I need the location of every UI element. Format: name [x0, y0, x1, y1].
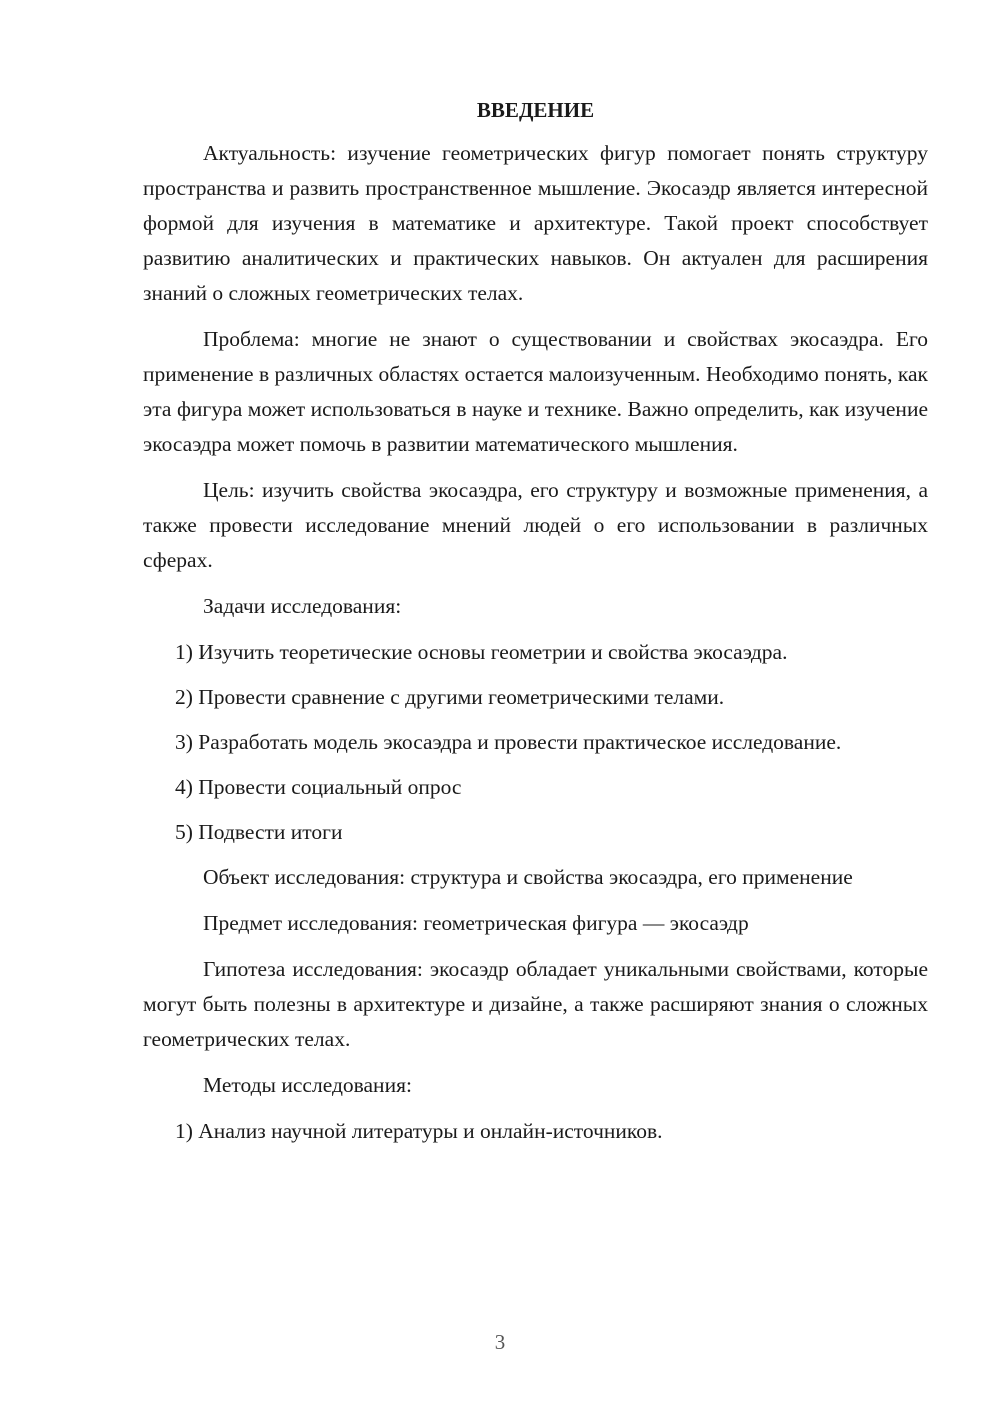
hypothesis-paragraph: Гипотеза исследования: экосаэдр обладает уникальными свойствами, которые могут быть полезны в архитектуре и дизайне, а также расширяют знания о сложных геометрических телах. [143, 957, 928, 1051]
task-item: 2) Провести сравнение с другими геометрическими телами. [175, 685, 725, 709]
section-heading: ВВЕДЕНИЕ [476, 98, 595, 122]
goal-paragraph: Цель: изучить свойства экосаэдра, его структуру и возможные применения, а также провести исследование мнений людей о его использовании в различных сферах. [143, 478, 928, 572]
subject-paragraph: Предмет исследования: геометрическая фигура — экосаэдр [203, 911, 749, 935]
methods-title: Методы исследования: [203, 1073, 412, 1097]
document-page [143, 92, 928, 1159]
task-item: 5) Подвести итоги [175, 820, 343, 844]
tasks-title: Задачи исследования: [203, 594, 402, 618]
task-item: 1) Изучить теоретические основы геометрии и свойства экосаэдра. [175, 640, 788, 664]
task-item: 4) Провести социальный опрос [175, 775, 462, 799]
object-paragraph: Объект исследования: структура и свойства экосаэдра, его применение [203, 865, 853, 889]
task-item: 3) Разработать модель экосаэдра и провести практическое исследование. [175, 730, 842, 754]
relevance-paragraph: Актуальность: изучение геометрических фигур помогает понять структуру пространства и развить пространственное мышление. Экосаэдр является интересной формой для изучения в математике и архитектуре. Такой проект способствует развитию аналитических и практических навыков. Он актуален для расширения знаний о сложных геометрических телах. [143, 141, 928, 305]
method-item: 1) Анализ научной литературы и онлайн-источников. [175, 1119, 663, 1143]
problem-paragraph: Проблема: многие не знают о существовании и свойствах экосаэдра. Его применение в различных областях остается малоизученным. Необходимо понять, как эта фигура может использоваться в науке и технике. Важно определить, как изучение экосаэдра может помочь в развитии математического мышления. [143, 327, 928, 456]
page-number: 3 [494, 1330, 506, 1354]
